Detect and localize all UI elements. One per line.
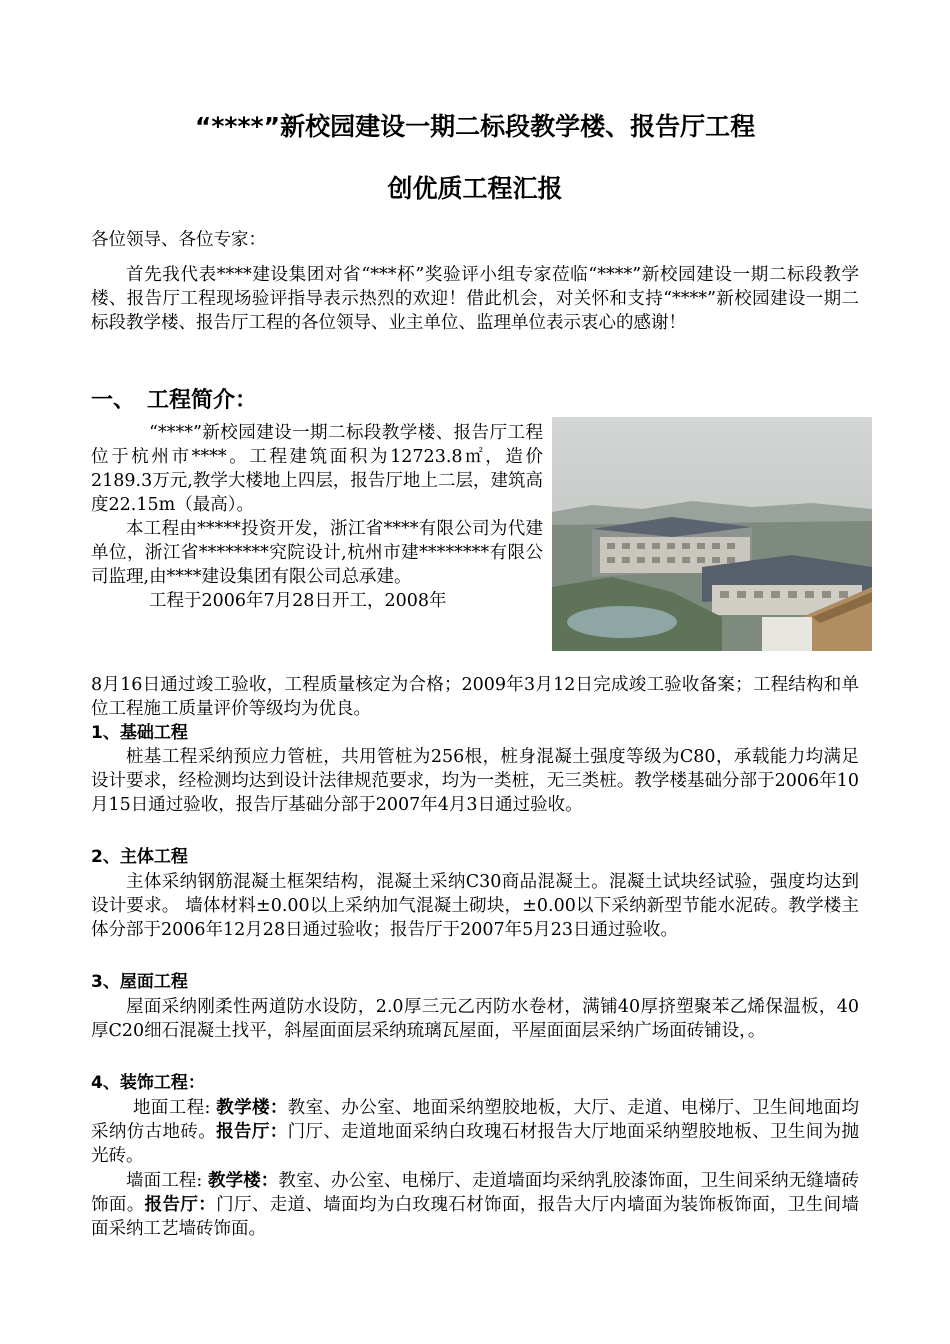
intro-paragraph: 首先我代表****建设集团对省“***杯”奖验评小组专家莅临“****”新校园建设一期二标段教学楼、报告厅工程现场验评指导表示热烈的欢迎！借此机会，对关怀和支持“****”新校园建设一期二标段教学楼、报告厅工程的各位领导、业主单位、监理单位表示衷心的感谢！ — [91, 265, 859, 333]
section-number: 一、 — [91, 388, 136, 413]
section-heading-overview — [91, 386, 257, 416]
wall-text-teaching: 教室、办公室、电梯厅、走道墙面均采纳乳胶漆饰面，卫生间采纳无缝墙砖饰面。 — [91, 1171, 860, 1215]
floor-paragraph — [91, 1096, 859, 1168]
greeting: 各位领导、各位专家： — [91, 230, 266, 250]
roof-paragraph: 屋面采纳刚柔性两道防水设防，2.0厚三元乙丙防水卷材，满铺40厚挤塑聚苯乙烯保温板，40厚C20细石混凝土找平，斜屋面面层采纳琉璃瓦屋面，平屋面面层采纳广场面砖铺设，。 — [91, 997, 859, 1041]
floor-text-hall: 门厅、走道地面采纳白玫瑰石材报告大厅地面采纳塑胶地板、卫生间为抛光砖。 — [91, 1122, 860, 1166]
overview-paragraph-3b: 8月16日通过竣工验收，工程质量核定为合格；2009年3月12日完成竣工验收备案；工程结构和单位工程施工质量评价等级均为优良。 — [91, 675, 859, 719]
foundation-paragraph: 桩基工程采纳预应力管桩，共用管桩为256根，桩身混凝土强度等级为C80，承载能力均满足设计要求，经检测均达到设计法律规范要求，均为一类桩，无三类桩。教学楼基础分部于2006年10月15日通过验收，报告厅基础分部于2007年4月3日通过验收。 — [91, 747, 859, 815]
floor-key-teaching: 教学楼： — [216, 1098, 288, 1118]
subheading-structure: 2、主体工程 — [91, 847, 188, 867]
overview-paragraph-3a: 工程于2006年7月28日开工，2008年 — [149, 591, 447, 611]
floor-text-teaching: 教室、办公室、地面采纳塑胶地板，大厅、走道、电梯厅、卫生间地面均采纳仿古地砖。 — [91, 1098, 859, 1142]
wall-label: 墙面工程: — [126, 1171, 203, 1191]
wall-text-hall: 门厅、走道、墙面均为白玫瑰石材饰面，报告大厅内墙面为装饰板饰面，卫生间墙面采纳工艺墙砖饰面。 — [91, 1195, 860, 1239]
overview-text — [91, 421, 543, 613]
subheading-decoration: 4、装饰工程： — [91, 1073, 205, 1093]
wall-key-hall: 报告厅： — [144, 1195, 217, 1215]
document-subtitle: 创优质工程汇报 — [387, 174, 563, 203]
campus-building-photo — [552, 417, 872, 651]
section-title: 工程简介： — [147, 388, 258, 413]
structure-paragraph: 主体采纳钢筋混凝土框架结构，混凝土采纳C30商品混凝土。混凝土试块经试验，强度均达到设计要求。 墙体材料±0.00以上采纳加气混凝土砌块，±0.00以下采纳新型节能水泥砖。教学楼主体分部于2006年12月28日通过验收；报告厅于2007年5月23日通过验收。 — [91, 872, 859, 940]
floor-key-hall: 报告厅： — [216, 1122, 288, 1142]
document-title: “****”新校园建设一期二标段教学楼、报告厅工程 — [194, 112, 756, 141]
subheading-foundation: 1、基础工程 — [91, 723, 188, 743]
wall-paragraph — [91, 1169, 859, 1241]
wall-key-teaching: 教学楼： — [207, 1171, 279, 1191]
subheading-roof: 3、屋面工程 — [91, 972, 188, 992]
floor-label: 地面工程: — [133, 1098, 211, 1118]
overview-paragraph-2: 本工程由*****投资开发，浙江省****有限公司为代建单位，浙江省********究院设计,杭州市建********有限公司监理,由****建设集团有限公司总承建。 — [91, 519, 543, 587]
overview-paragraph-1: “****”新校园建设一期二标段教学楼、报告厅工程位于杭州市****。工程建筑面积为12723.8㎡，造价2189.3万元,教学大楼地上四层，报告厅地上二层，建筑高度22.15m（最高）。 — [91, 423, 543, 515]
